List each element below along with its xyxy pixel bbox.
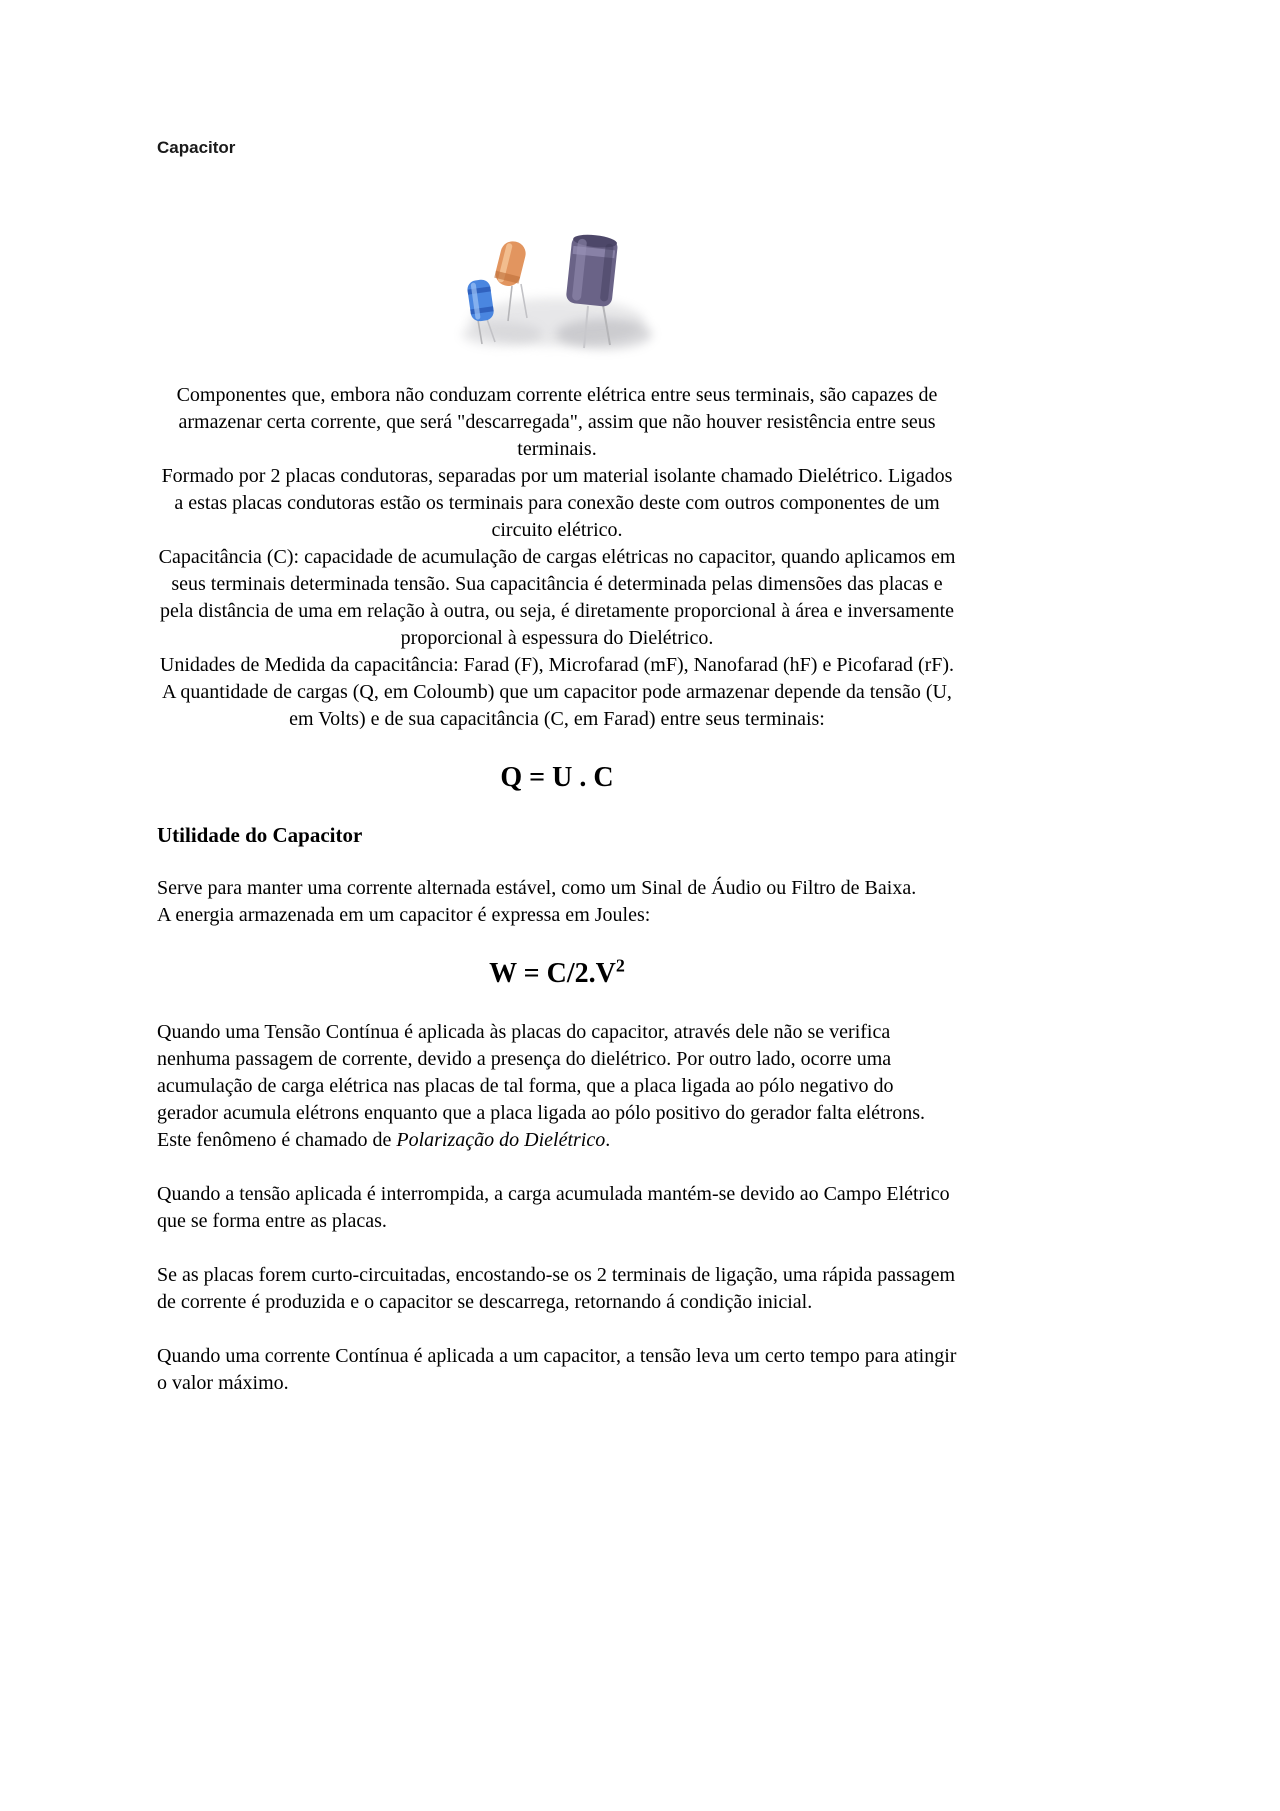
paragraph-corrente-continua: Quando uma corrente Contínua é aplicada a um capacitor, a tensão leva um certo tempo para atingir o valor máximo. — [157, 1345, 957, 1394]
intro-paragraph-1: Componentes que, embora não conduzam corrente elétrica entre seus terminais, são capazes de armazenar certa corrente, que será "descarregada", assim que não houver resistência entre seus terminais. — [176, 384, 938, 460]
serve-energia-block — [157, 875, 957, 929]
intro-text-block — [157, 382, 957, 733]
paragraph-polarizacao-text: Quando uma Tensão Contínua é aplicada às placas do capacitor, através dele não se verifica nenhuma passagem de corrente, devido a presença do dielétrico. Por outro lado, ocorre uma acumulação de carga elétrica nas placas de tal forma, que a placa ligada ao pólo negativo do gerador acumula elétrons enquanto que a placa ligada ao pólo positivo do gerador falta elétrons. Este fenômeno é chamado de — [157, 1021, 926, 1151]
paragraph-polarizacao — [157, 1019, 957, 1154]
italic-term-polarizacao: Polarização do Dielétrico — [396, 1129, 606, 1151]
capacitors-photo — [442, 224, 672, 362]
formula-w-energy — [157, 957, 957, 991]
section-heading-utilidade: Utilidade do Capacitor — [157, 823, 363, 847]
document-title: Capacitor — [157, 138, 236, 157]
capacitors-figure — [157, 224, 957, 362]
intro-paragraph-5: A quantidade de cargas (Q, em Coloumb) que um capacitor pode armazenar depende da tensão (U, em Volts) e de sua capacitância (C, em Farad) entre seus terminais: — [162, 681, 952, 730]
formula-w-base: W = C/2.V — [489, 958, 616, 989]
paragraph-energia: A energia armazenada em um capacitor é expressa em Joules: — [157, 904, 651, 926]
paragraph-curto-circuito: Se as placas forem curto-circuitadas, encostando-se os 2 terminais de ligação, uma rápida passagem de corrente é produzida e o capacitor se descarrega, retornando á condição inicial. — [157, 1264, 956, 1313]
intro-paragraph-4: Unidades de Medida da capacitância: Farad (F), Microfarad (mF), Nanofarad (hF) e Picofarad (rF). — [159, 654, 955, 676]
formula-w-exponent: 2 — [615, 955, 625, 976]
paragraph-interrompida: Quando a tensão aplicada é interrompida, a carga acumulada mantém-se devido ao Campo Elétrico que se forma entre as placas. — [157, 1183, 950, 1232]
formula-q-equals-uc: Q = U . C — [500, 762, 614, 793]
intro-paragraph-3: Capacitância (C): capacidade de acumulação de cargas elétricas no capacitor, quando aplicamos em seus terminais determinada tensão. Sua capacitância é determinada pelas dimensões das placas e pela distância de uma em relação à outra, ou seja, é diretamente proporcional à área e inversamente proporcional à espessura do Dielétrico. — [158, 546, 956, 649]
body-text-block — [157, 875, 957, 1397]
paragraph-serve: Serve para manter uma corrente alternada estável, como um Sinal de Áudio ou Filtro de Baixa. — [157, 877, 917, 899]
paragraph-polarizacao-period: . — [605, 1129, 611, 1151]
intro-paragraph-2: Formado por 2 placas condutoras, separadas por um material isolante chamado Dielétrico. Ligados a estas placas condutoras estão os terminais para conexão deste com outros componentes de um circuito elétrico. — [161, 465, 953, 541]
